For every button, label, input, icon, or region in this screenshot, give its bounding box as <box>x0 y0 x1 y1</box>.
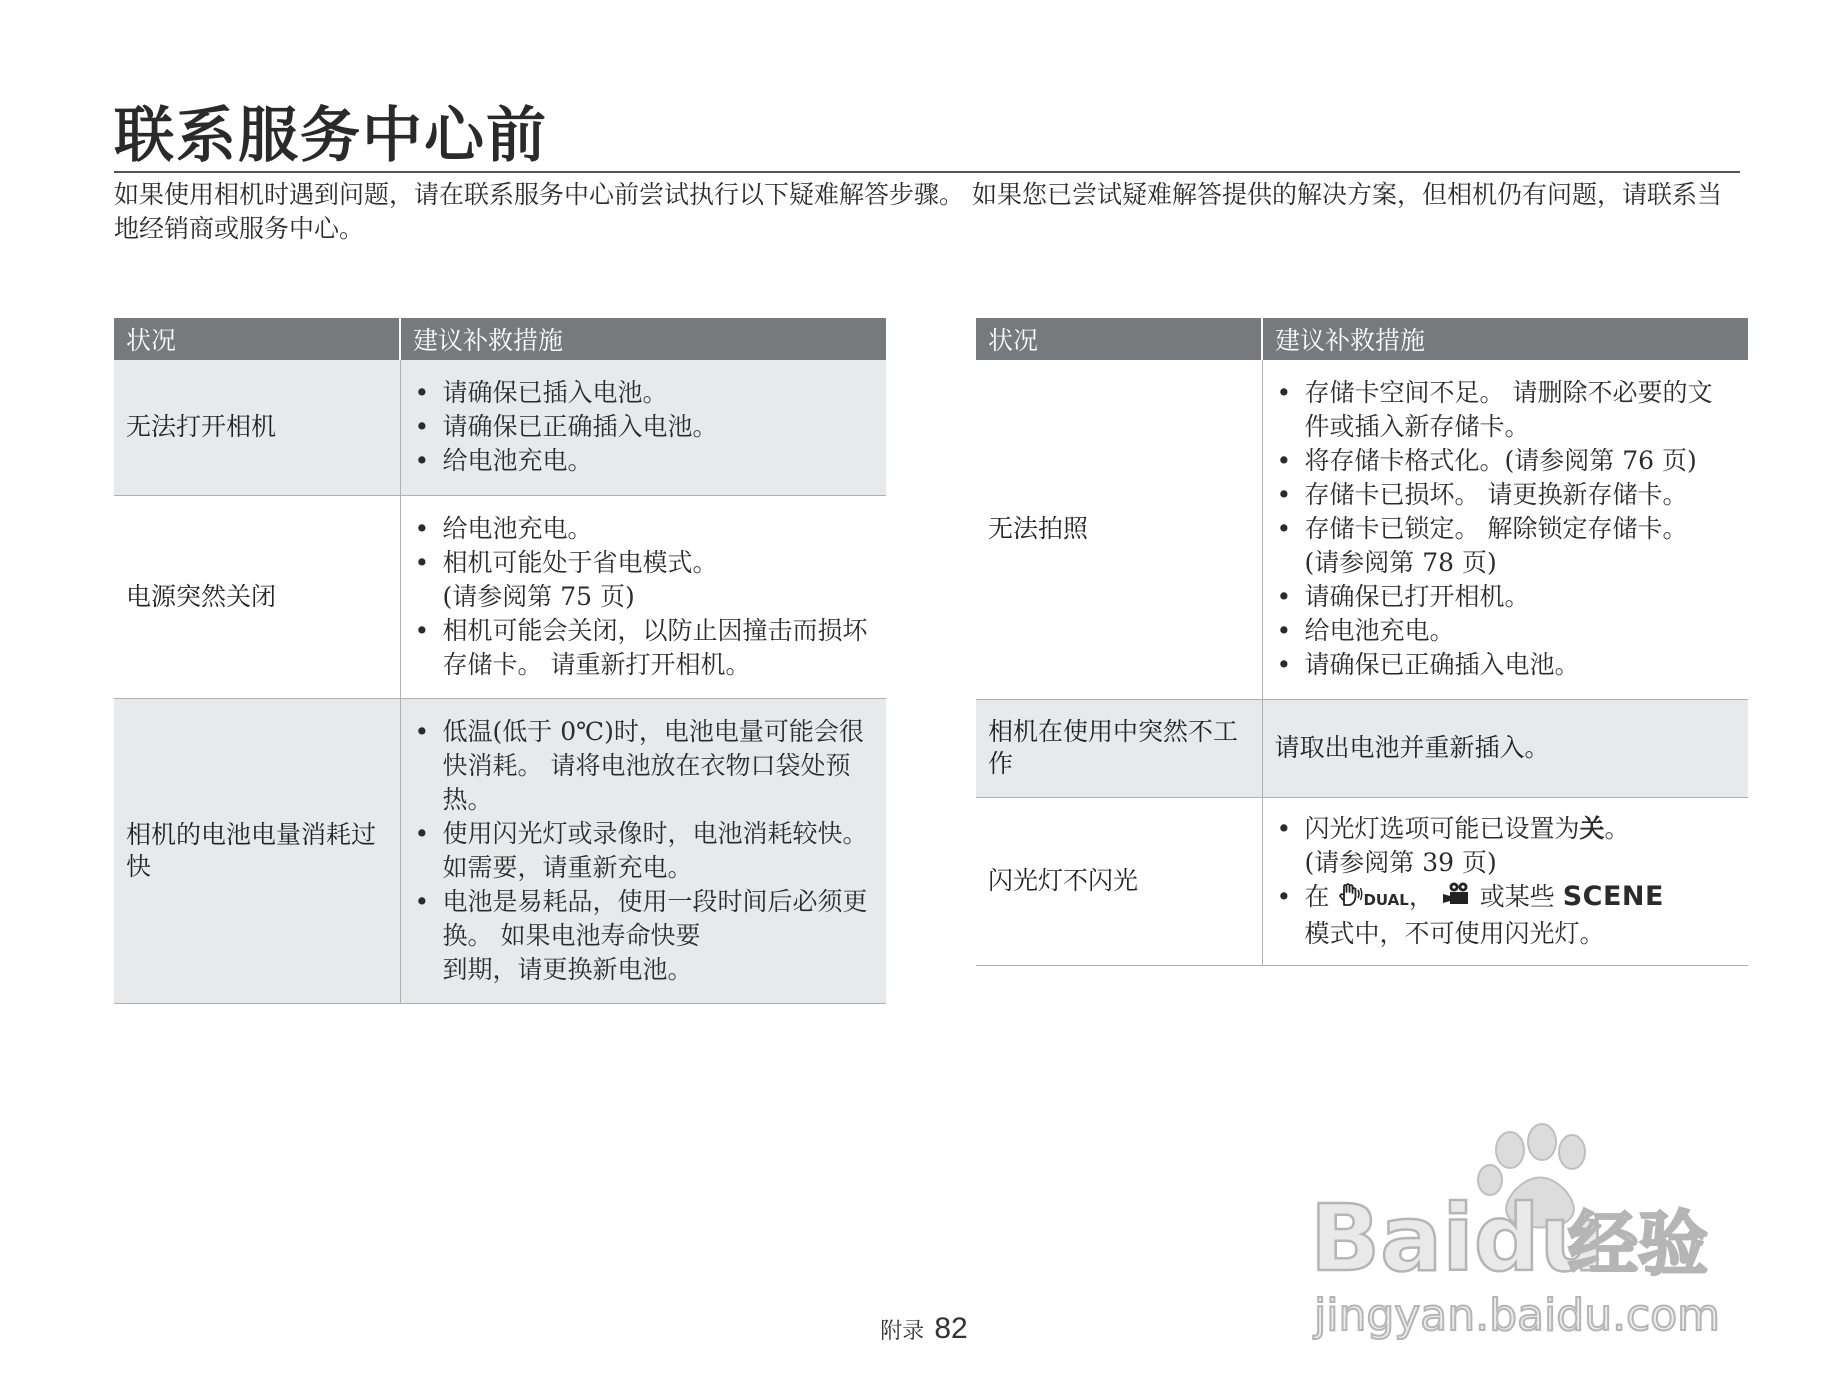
remedy-text: • 相机可能处于省电模式。 <box>442 547 718 577</box>
condition-cell: 无法打开相机 <box>114 360 400 495</box>
table-row <box>976 797 1748 965</box>
list-item: • 请确保已打开相机。 <box>1275 580 1737 614</box>
list-item <box>413 885 875 987</box>
list-item: • 请确保已正确插入电池。 <box>413 410 875 444</box>
remedy-cell <box>1262 699 1748 797</box>
table-row <box>114 495 886 698</box>
condition-cell: 相机在使用中突然不工作 <box>976 699 1262 797</box>
list-item: • 请确保已正确插入电池。 <box>1275 648 1737 682</box>
remedy-list <box>1275 376 1737 682</box>
flash-option-suffix: 。 <box>1604 813 1630 843</box>
list-item: • 存储卡已损坏。 请更换新存储卡。 <box>1275 478 1737 512</box>
page-reference: (请参阅第 75 页) <box>442 581 635 611</box>
table-row <box>976 699 1748 797</box>
list-item: • 存储卡空间不足。 请删除不必要的文件或插入新存储卡。 <box>1275 376 1737 444</box>
page-title: 联系服务中心前 <box>114 101 548 171</box>
header-remedy: 建议补救措施 <box>400 318 886 360</box>
condition-cell: 相机的电池电量消耗过快 <box>114 698 400 1003</box>
mode-mid: 或某些 <box>1479 881 1555 911</box>
list-item: • 给电池充电。 <box>413 444 875 478</box>
table-header-row <box>114 318 886 360</box>
remedy-text: 请取出电池并重新插入。 <box>1274 733 1550 762</box>
remedy-cell <box>400 698 886 1003</box>
list-item: • 将存储卡格式化。(请参阅第 76 页) <box>1275 444 1737 478</box>
watermark-brand-cn: 经验 <box>1568 1203 1708 1285</box>
remedy-text: • 存储卡已锁定。 解除锁定存储卡。 <box>1304 514 1688 544</box>
table-row <box>976 360 1748 699</box>
list-item <box>1275 812 1737 880</box>
table-row <box>114 360 886 495</box>
remedy-cell <box>1262 360 1748 699</box>
list-item: • 使用闪光灯或录像时，电池消耗较快。 如需要，请重新充电。 <box>413 817 875 885</box>
intro-paragraph: 如果使用相机时遇到问题，请在联系服务中心前尝试执行以下疑难解答步骤。 如果您已尝试疑难解答提供的解决方案，但相机仍有问题，请联系当地经销商或服务中心。 <box>114 180 1722 243</box>
list-item: • 低温(低于 0℃)时，电池电量可能会很快消耗。 请将电池放在衣物口袋处预热。 <box>413 715 875 817</box>
list-item: • 给电池充电。 <box>1275 614 1737 648</box>
troubleshooting-table-right <box>976 318 1748 966</box>
remedy-list <box>413 715 875 987</box>
condition-cell: 电源突然关闭 <box>114 495 400 698</box>
list-item <box>413 546 875 614</box>
condition-cell: 无法拍照 <box>976 360 1262 699</box>
list-item <box>1275 880 1737 951</box>
remedy-list <box>413 512 875 682</box>
troubleshooting-table-left <box>114 318 886 1004</box>
header-condition: 状况 <box>114 318 400 360</box>
page-reference: (请参阅第 39 页) <box>1304 847 1497 877</box>
scene-label: SCENE <box>1562 880 1664 912</box>
header-condition: 状况 <box>976 318 1262 360</box>
baidu-watermark <box>1310 1120 1750 1340</box>
footer-label: 附录 <box>880 1319 925 1344</box>
watermark-url: jingyan.baidu.com <box>1314 1290 1721 1340</box>
remedy-cell <box>400 495 886 698</box>
title-divider <box>114 171 1740 173</box>
mode-separator: ， <box>1408 881 1434 911</box>
list-item: • 给电池充电。 <box>413 512 875 546</box>
page-reference: (请参阅第 78 页) <box>1304 548 1497 578</box>
list-item <box>1275 512 1737 580</box>
remedy-list <box>413 376 875 478</box>
mode-suffix: 模式中，不可使用闪光灯。 <box>1304 918 1605 948</box>
remedy-text: • 电池是易耗品，使用一段时间后必须更换。 如果电池寿命快要 <box>442 886 868 950</box>
table-header-row <box>976 318 1748 360</box>
mode-prefix: 在 <box>1304 881 1330 911</box>
remedy-list <box>1275 812 1737 951</box>
list-item: • 请确保已插入电池。 <box>413 376 875 410</box>
movie-camera-icon <box>1442 881 1472 916</box>
remedy-cell <box>400 360 886 495</box>
header-remedy: 建议补救措施 <box>1262 318 1748 360</box>
flash-option-prefix: 闪光灯选项可能已设置为 <box>1304 813 1580 843</box>
watermark-brand: Baidu <box>1310 1185 1606 1292</box>
list-item: • 相机可能会关闭，以防止因撞击而损坏存储卡。 请重新打开相机。 <box>413 614 875 682</box>
dual-label: DUAL <box>1363 890 1409 909</box>
page-number: 82 <box>934 1312 968 1345</box>
remedy-cell <box>1262 797 1748 965</box>
flash-off-value: 关 <box>1579 813 1605 843</box>
stabilizer-hand-icon <box>1337 881 1363 916</box>
remedy-text: 到期，请更换新电池。 <box>442 954 693 984</box>
condition-cell: 闪光灯不闪光 <box>976 797 1262 965</box>
table-row <box>114 698 886 1003</box>
